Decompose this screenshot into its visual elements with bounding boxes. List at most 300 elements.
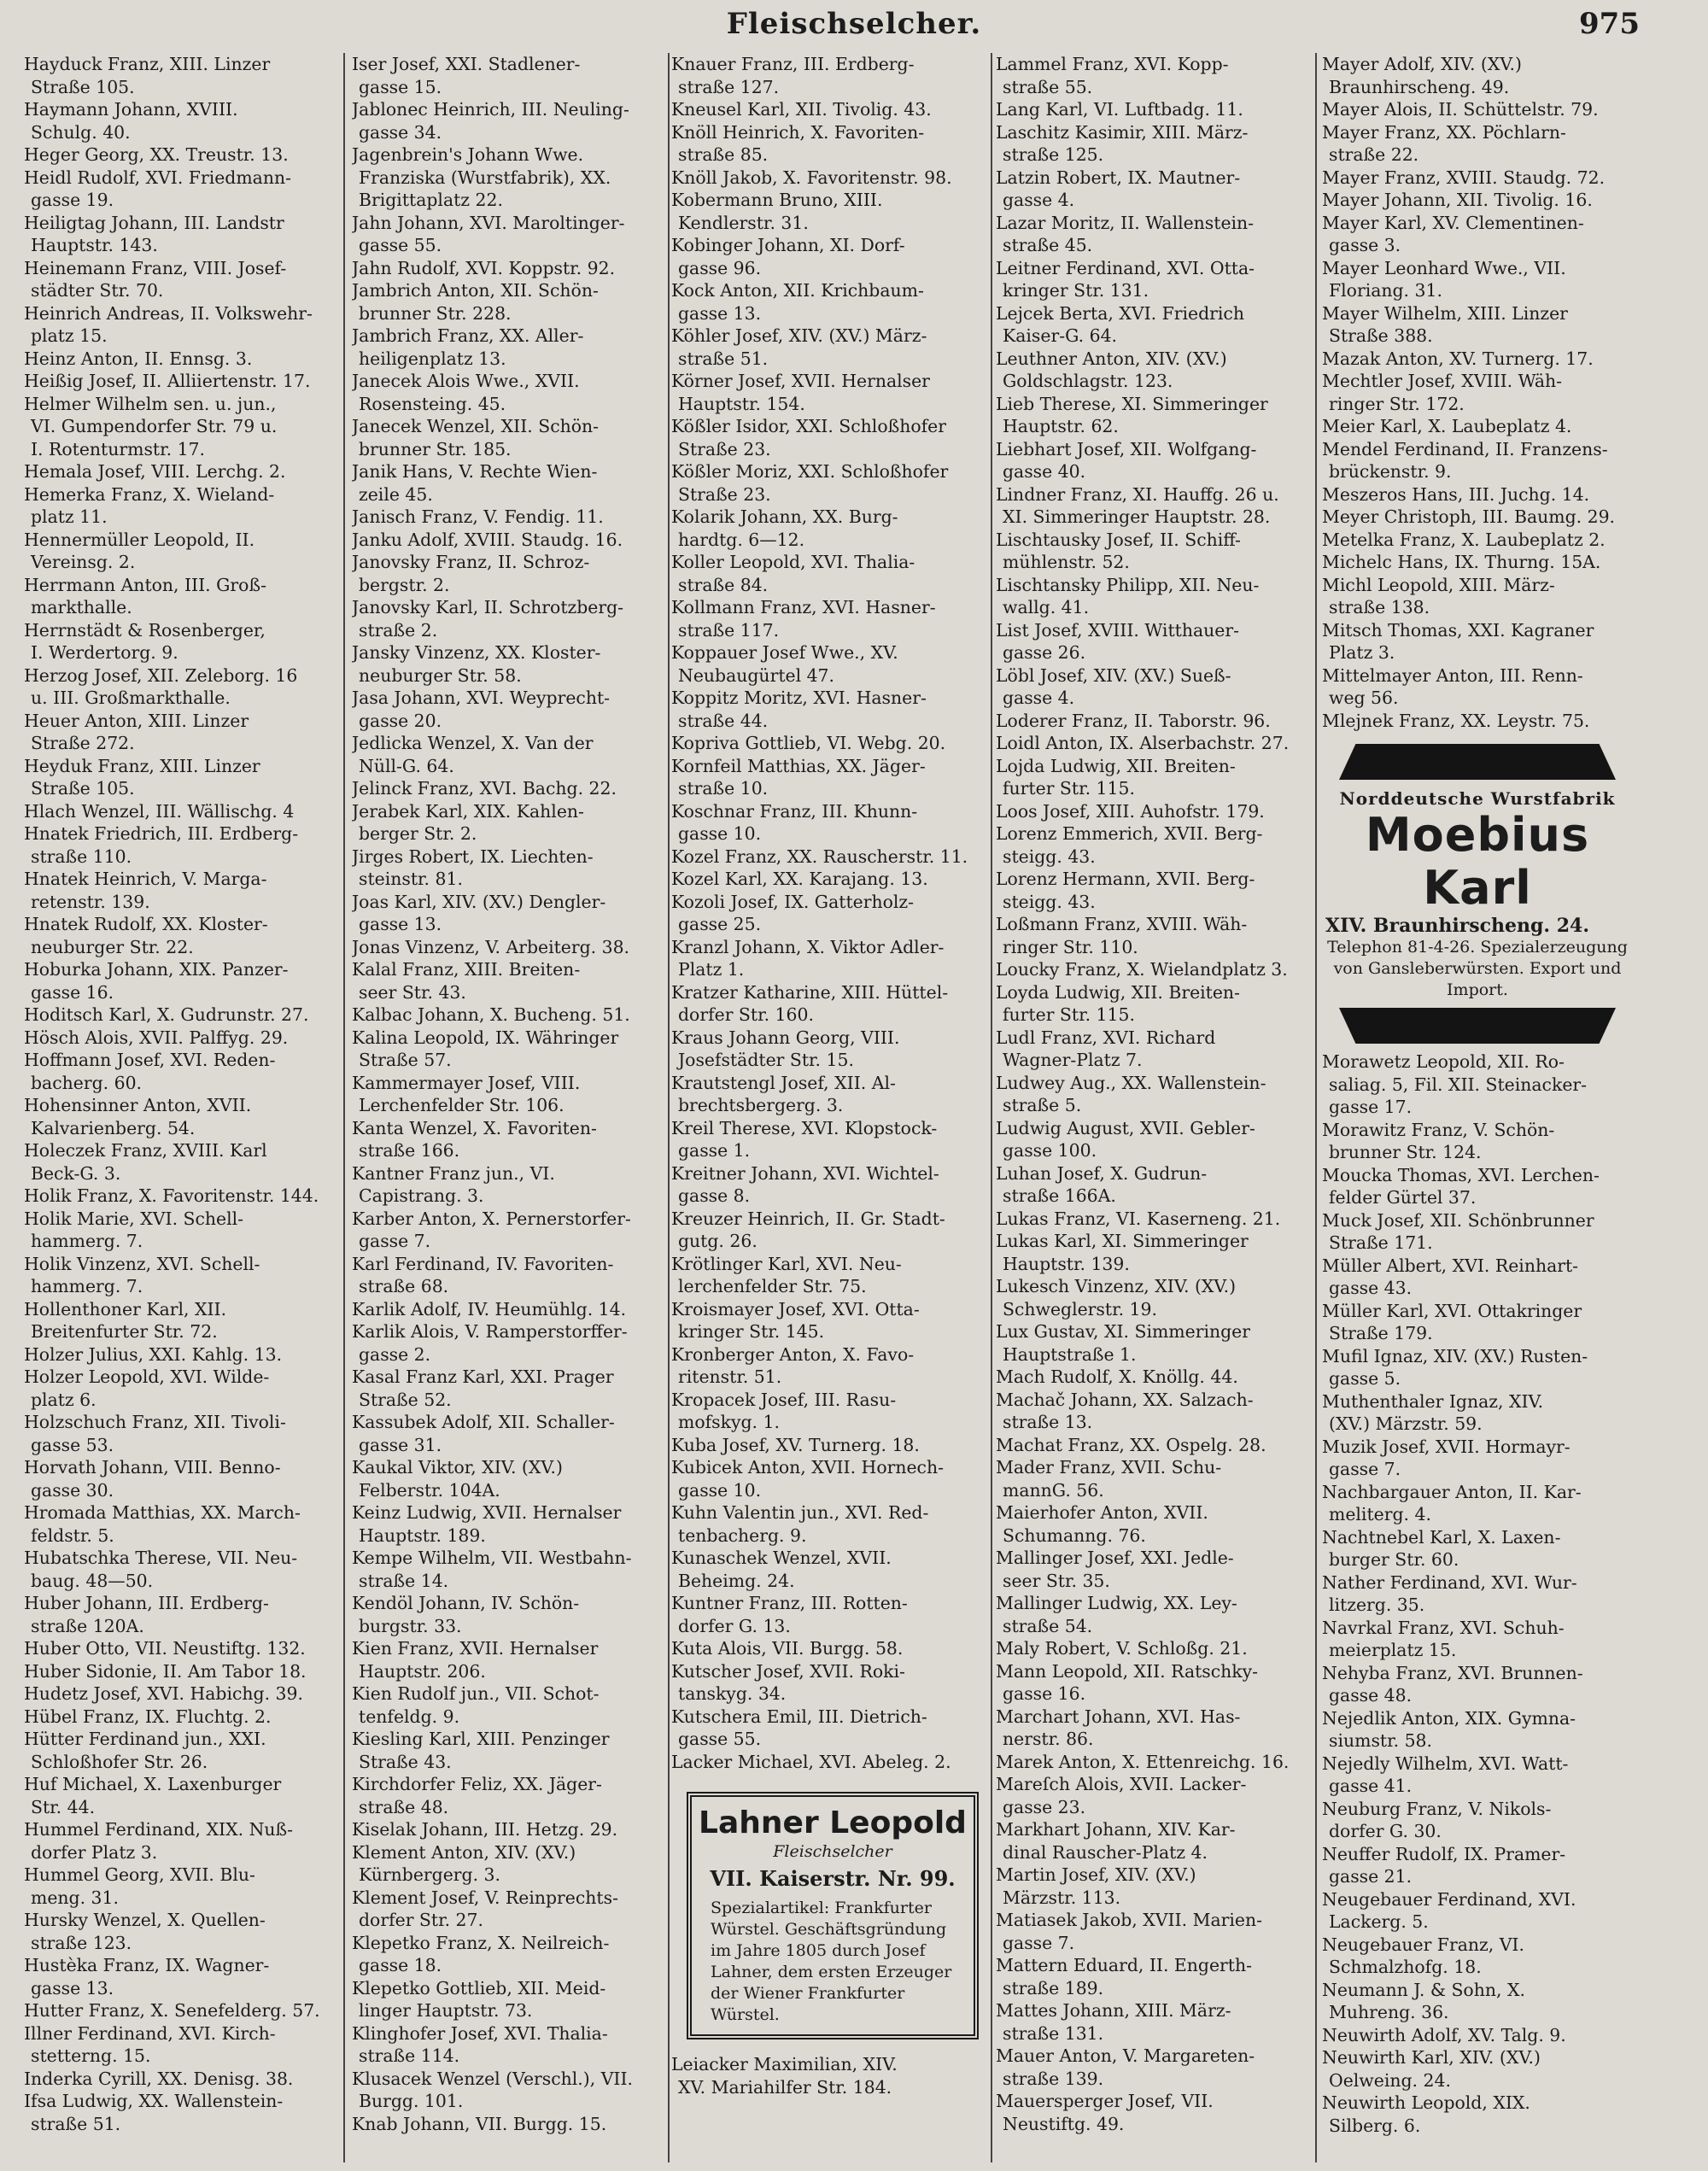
entry-name-line: Heißig Josef, II. Alliiertenstr. 17.: [24, 371, 311, 391]
entry-name-line: Illner Ferdinand, XVI. Kirch-: [24, 2022, 276, 2044]
entry-name-line: Kutscher Josef, XVII. Roki-: [671, 1660, 905, 1682]
entry-name-line: Kock Anton, XII. Krichbaum-: [671, 280, 924, 301]
directory-entry: [671, 891, 987, 936]
directory-entry: [24, 1094, 338, 1139]
entry-name-line: Neugebauer Ferdinand, XVI.: [1322, 1888, 1576, 1910]
entry-name-line: Kreuzer Heinrich, II. Gr. Stadt-: [671, 1208, 945, 1229]
entry-address-line: Straße 57.: [359, 1050, 452, 1070]
entry-address-line: gasse 100.: [1003, 1140, 1097, 1161]
entry-name-line: Hollenthoner Karl, XII.: [24, 1298, 227, 1320]
entry-address-line: retenstr. 139.: [31, 891, 150, 912]
entry-address-line: Straße 23.: [678, 483, 771, 505]
entry-name-line: Loßmann Franz, XVIII. Wäh-: [996, 914, 1248, 934]
entry-name-line: Ludwey Aug., XX. Wallenstein-: [996, 1072, 1266, 1093]
entry-name-line: Mlejnek Franz, XX. Leystr. 75.: [1322, 710, 1590, 731]
directory-entry: [1322, 1300, 1633, 1345]
directory-entry: [352, 596, 666, 641]
entry-name-line: Janik Hans, V. Rechte Wien-: [352, 461, 598, 482]
ad-text: Spezialartikel: Frankfurter Würstel. Geschäftsgründung im Jahre 1805 durch Josef Lahner, dem ersten Erzeuger der Wiener Frankfurter Würstel.: [711, 1899, 952, 2024]
directory-entry: [24, 1298, 338, 1343]
entry-address-line: Braunhirscheng. 49.: [1329, 76, 1510, 97]
entry-address-line: gasse 4.: [1003, 688, 1075, 708]
entry-name-line: Mauersperger Josef, VII.: [996, 2091, 1214, 2111]
advertisement-moebius: [1322, 744, 1633, 1044]
entry-name-line: Muthenthaler Ignaz, XIV.: [1322, 1390, 1544, 1412]
entry-address-line: neuburger Str. 58.: [359, 664, 522, 686]
entry-name-line: Nachbargauer Anton, II. Kar-: [1322, 1481, 1582, 1502]
entry-address-line: I. Rotenturmstr. 17.: [31, 438, 206, 459]
entry-name-line: Heiligtag Johann, III. Landstr: [24, 212, 284, 233]
entry-address-line: Franziska (Wurstfabrik), XX.: [359, 167, 611, 188]
entry-address-line: brunner Str. 228.: [359, 302, 512, 324]
entry-name-line: Mann Leopold, XII. Ratschky-: [996, 1660, 1259, 1682]
directory-entry: [1322, 1209, 1633, 1255]
entry-name-line: Holeczek Franz, XVIII. Karl: [24, 1140, 267, 1161]
directory-entry: [352, 846, 666, 891]
directory-entry: [24, 755, 338, 800]
entry-name-line: Heinz Anton, II. Ennsg. 3.: [24, 348, 253, 369]
entry-address-line: Beheimg. 24.: [678, 1570, 795, 1591]
directory-entry: [671, 1434, 987, 1457]
entry-address-line: gasse 7.: [359, 1231, 431, 1251]
entry-name-line: Loos Josef, XIII. Auhofstr. 179.: [996, 800, 1265, 822]
entry-name-line: Lieb Therese, XI. Simmeringer: [996, 393, 1268, 414]
directory-entry: [996, 1751, 1312, 1774]
directory-entry: [1322, 53, 1633, 98]
directory-entry: [24, 1366, 338, 1411]
entry-address-line: Floriang. 31.: [1329, 280, 1442, 301]
directory-entry: [1322, 2024, 1633, 2047]
entry-name-line: Jagenbrein's Johann Wwe.: [352, 144, 584, 165]
entry-address-line: straße 14.: [359, 1570, 449, 1591]
directory-entry: [352, 1637, 666, 1682]
directory-entry: [671, 234, 987, 279]
entry-address-line: gasse 13.: [31, 1977, 114, 1998]
directory-entry: [1322, 551, 1633, 574]
entry-name-line: Huber Otto, VII. Neustiftg. 132.: [24, 1638, 306, 1659]
entry-address-line: Josefstädter Str. 15.: [678, 1050, 854, 1070]
directory-entry: [671, 800, 987, 846]
directory-entry: [671, 1456, 987, 1501]
entry-address-line: straße 2.: [359, 619, 438, 641]
directory-entry: [1322, 1050, 1633, 1119]
directory-entry: [671, 167, 987, 190]
directory-entry: [1322, 302, 1633, 348]
directory-entry: [996, 2045, 1312, 2090]
entry-name-line: Heger Georg, XX. Treustr. 13.: [24, 144, 289, 165]
directory-entry: [352, 2113, 666, 2136]
directory-entry: [996, 1547, 1312, 1592]
entry-name-line: Kiselak Johann, III. Hetzg. 29.: [352, 1819, 618, 1840]
entry-address-line: Kürnbergerg. 3.: [359, 1864, 501, 1885]
column-divider: [991, 53, 992, 2162]
entry-name-line: Hayduck Franz, XIII. Linzer: [24, 54, 271, 74]
entry-address-line: platz 15.: [31, 325, 108, 346]
entry-name-line: Kroismayer Josef, XVI. Otta-: [671, 1298, 920, 1320]
entry-name-line: Loderer Franz, II. Taborstr. 96.: [996, 710, 1271, 731]
entry-name-line: Kobermann Bruno, XIII.: [671, 190, 883, 210]
entry-name-line: Ludwig August, XVII. Gebler-: [996, 1117, 1255, 1138]
directory-entry: [671, 732, 987, 755]
entry-address-line: Straße 272.: [31, 733, 135, 753]
directory-entry: [996, 574, 1312, 619]
entry-address-line: Hauptstr. 154.: [678, 393, 805, 414]
entry-address-line: Märzstr. 113.: [1003, 1887, 1121, 1908]
entry-address-line: gasse 43.: [1329, 1278, 1413, 1298]
entry-name-line: Hemala Josef, VIII. Lerchg. 2.: [24, 461, 286, 482]
entry-name-line: Lazar Moritz, II. Wallenstein-: [996, 212, 1255, 233]
entry-name-line: Kornfeil Matthias, XX. Jäger-: [671, 755, 926, 776]
entry-address-line: feldstr. 5.: [31, 1524, 114, 1546]
entry-name-line: Haymann Johann, XVIII.: [24, 99, 238, 120]
entry-address-line: linger Hauptstr. 73.: [359, 2000, 533, 2021]
entry-name-line: Jansky Vinzenz, XX. Kloster-: [352, 642, 601, 663]
entry-address-line: Straße 179.: [1329, 1323, 1433, 1343]
entry-name-line: Herrnstädt & Rosenberger,: [24, 619, 266, 641]
entry-address-line: Kalvarienberg. 54.: [31, 1117, 196, 1138]
entry-name-line: Mareſch Alois, XVII. Lacker-: [996, 1774, 1247, 1794]
entry-name-line: Kraus Johann Georg, VIII.: [671, 1027, 900, 1048]
entry-name-line: Karber Anton, X. Pernerstorfer-: [352, 1208, 631, 1229]
entry-address-line: Straße 105.: [31, 76, 135, 97]
directory-entry: [996, 393, 1312, 438]
entry-address-line: gasse 5.: [1329, 1368, 1401, 1389]
entry-name-line: Kuta Alois, VII. Burgg. 58.: [671, 1638, 904, 1659]
entry-name-line: Luhan Josef, X. Gudrun-: [996, 1162, 1208, 1184]
entry-name-line: Nachtnebel Karl, X. Laxen-: [1322, 1526, 1561, 1548]
entry-name-line: Hnatek Heinrich, V. Marga-: [24, 869, 267, 889]
entry-address-line: gasse 41.: [1329, 1776, 1413, 1796]
entry-address-line: markthalle.: [31, 597, 132, 617]
entry-name-line: Mufil Ignaz, XIV. (XV.) Rusten-: [1322, 1345, 1588, 1366]
entry-name-line: Hursky Wenzel, X. Quellen-: [24, 1910, 266, 1930]
ad-address: XIV. Braunhirscheng. 24.: [1325, 915, 1590, 937]
directory-entry: [24, 302, 338, 348]
entry-address-line: straße 166A.: [1003, 1185, 1116, 1206]
directory-entry: [1322, 212, 1633, 257]
directory-entry: [996, 98, 1312, 121]
entry-name-line: Kneusel Karl, XII. Tivolig. 43.: [671, 99, 932, 120]
entry-address-line: gasse 4.: [1003, 190, 1075, 210]
entry-address-line: wallg. 41.: [1003, 597, 1090, 617]
entry-address-line: städter Str. 70.: [31, 280, 164, 301]
directory-entry: [1322, 483, 1633, 506]
directory-entry: [671, 1027, 987, 1072]
directory-entry: [996, 2090, 1312, 2135]
entry-address-line: Oelweing. 24.: [1329, 2069, 1451, 2091]
entry-name-line: Lindner Franz, XI. Hauffg. 26 u.: [996, 483, 1279, 505]
directory-entry: [352, 143, 666, 212]
directory-entry: [24, 1864, 338, 1909]
entry-address-line: hardtg. 6—12.: [678, 529, 805, 550]
directory-entry: [24, 1456, 338, 1501]
directory-entry: [352, 1004, 666, 1027]
entry-name-line: Moucka Thomas, XVI. Lerchen-: [1322, 1164, 1600, 1185]
entry-address-line: Platz 3.: [1329, 642, 1395, 663]
directory-entry: [671, 596, 987, 641]
ad-trade: Fleischselcher: [773, 1842, 892, 1861]
entry-name-line: Holik Vinzenz, XVI. Schell-: [24, 1253, 260, 1274]
entry-address-line: zeile 45.: [359, 483, 433, 505]
entry-address-line: gasse 40.: [1003, 461, 1086, 482]
directory-entry: [671, 1343, 987, 1389]
entry-address-line: straße 120A.: [31, 1615, 144, 1636]
directory-entry: [996, 1320, 1312, 1366]
entry-name-line: Kammermayer Josef, VIII.: [352, 1072, 581, 1093]
entry-name-line: Klepetko Franz, X. Neilreich-: [352, 1932, 610, 1953]
entry-address-line: gasse 7.: [1329, 1459, 1401, 1479]
entry-name-line: Janovsky Franz, II. Schroz-: [352, 552, 590, 572]
column-divider: [343, 53, 345, 2162]
entry-address-line: Hauptstr. 143.: [31, 235, 158, 255]
entry-name-line: Kopriva Gottlieb, VI. Webg. 20.: [671, 733, 946, 753]
directory-entry: [671, 325, 987, 370]
entry-name-line: Mallinger Ludwig, XX. Ley-: [996, 1593, 1237, 1613]
directory-entry: [1322, 348, 1633, 371]
column-3: [671, 53, 987, 2162]
entry-name-line: Lorenz Emmerich, XVII. Berg-: [996, 823, 1263, 844]
entry-address-line: gasse 55.: [678, 1729, 762, 1749]
entry-name-line: Kubicek Anton, XVII. Hornech-: [671, 1457, 945, 1478]
directory-entry: [671, 981, 987, 1027]
entry-address-line: litzerg. 35.: [1329, 1595, 1425, 1615]
entry-address-line: brunner Str. 124.: [1329, 1142, 1482, 1162]
entry-address-line: gasse 20.: [359, 710, 442, 731]
entry-name-line: Hoditsch Karl, X. Gudrunstr. 27.: [24, 1004, 309, 1025]
entry-name-line: Holzschuch Franz, XII. Tivoli-: [24, 1412, 286, 1432]
entry-address-line: hammerg. 7.: [31, 1276, 143, 1296]
entry-name-line: Krautstengl Josef, XII. Al-: [671, 1072, 896, 1093]
entry-address-line: Hauptstr. 189.: [359, 1524, 486, 1546]
entry-name-line: Michelc Hans, IX. Thurng. 15A.: [1322, 552, 1601, 572]
entry-address-line: straße 10.: [678, 778, 769, 799]
directory-entry: [352, 257, 666, 280]
entry-name-line: Janovsky Karl, II. Schrotzberg-: [352, 597, 624, 617]
directory-entry: [352, 1320, 666, 1366]
entry-name-line: Navrkal Franz, XVI. Schuh-: [1322, 1617, 1565, 1638]
entry-name-line: Heyduk Franz, XIII. Linzer: [24, 755, 260, 776]
entry-name-line: Kalbac Johann, X. Bucheng. 51.: [352, 1004, 630, 1025]
directory-entry: [24, 1773, 338, 1818]
entry-name-line: Kirchdorfer Feliz, XX. Jäger-: [352, 1774, 602, 1794]
column-2: [352, 53, 666, 2162]
directory-entry: [671, 1072, 987, 1117]
directory-entry: [352, 732, 666, 777]
directory-entry: [24, 2022, 338, 2068]
entry-name-line: Kolarik Johann, XX. Burg-: [671, 506, 898, 527]
directory-entry: [352, 958, 666, 1004]
entry-name-line: Hennermüller Leopold, II.: [24, 529, 255, 550]
directory-entry: [671, 868, 987, 891]
entry-address-line: straße 166.: [359, 1140, 460, 1161]
entry-name-line: Kreitner Johann, XVI. Wichtel-: [671, 1162, 939, 1184]
entry-name-line: Heidl Rudolf, XVI. Friedmann-: [24, 167, 291, 188]
directory-entry: [671, 53, 987, 98]
entry-name-line: Krötlinger Karl, XVI. Neu-: [671, 1253, 902, 1274]
directory-entry: [1322, 1934, 1633, 1979]
directory-entry: [352, 1456, 666, 1501]
entry-address-line: gutg. 26.: [678, 1231, 757, 1251]
entry-address-line: Beck-G. 3.: [31, 1162, 121, 1184]
directory-entry: [24, 1637, 338, 1660]
entry-address-line: Hauptstraße 1.: [1003, 1343, 1137, 1365]
directory-entry: [671, 506, 987, 551]
directory-entry: [996, 348, 1312, 393]
directory-entry: [24, 529, 338, 574]
entry-name-line: Nejedly Wilhelm, XVI. Watt-: [1322, 1753, 1569, 1774]
entry-name-line: Janecek Wenzel, XII. Schön-: [352, 416, 600, 436]
entry-name-line: Nehyba Franz, XVI. Brunnen-: [1322, 1662, 1583, 1683]
entry-address-line: Neubaugürtel 47.: [678, 664, 835, 686]
directory-entry: [671, 1660, 987, 1706]
entry-name-line: Kien Rudolf jun., VII. Schot-: [352, 1683, 600, 1704]
directory-entry: [24, 1909, 338, 1954]
entry-address-line: steigg. 43.: [1003, 846, 1096, 867]
entry-name-line: Heinemann Franz, VIII. Josef-: [24, 257, 287, 278]
entry-name-line: Loidl Anton, IX. Alserbachstr. 27.: [996, 733, 1290, 753]
page-header: [0, 0, 1708, 51]
directory-entry: [996, 1501, 1312, 1547]
entry-address-line: straße 114.: [359, 2045, 460, 2066]
entry-name-line: Janecek Alois Wwe., XVII.: [352, 371, 580, 391]
directory-entry: [996, 1434, 1312, 1457]
entry-address-line: gasse 19.: [31, 190, 114, 210]
directory-entry: [24, 348, 338, 371]
entry-name-line: Muck Josef, XII. Schönbrunner: [1322, 1209, 1594, 1231]
entry-name-line: Koller Leopold, XVI. Thalia-: [671, 552, 915, 572]
directory-entry: [996, 1456, 1312, 1501]
entry-address-line: Hauptstr. 62.: [1003, 416, 1119, 436]
entry-name-line: Lang Karl, VI. Luftbadg. 11.: [996, 99, 1243, 120]
directory-entry: [352, 506, 666, 529]
entry-name-line: Loucky Franz, X. Wielandplatz 3.: [996, 959, 1288, 980]
entry-address-line: straße 68.: [359, 1276, 449, 1296]
directory-entry: [1322, 1255, 1633, 1300]
entry-address-line: mannG. 56.: [1003, 1479, 1104, 1501]
entry-address-line: Schumanng. 76.: [1003, 1524, 1146, 1546]
entry-address-line: Wagner-Platz 7.: [1003, 1050, 1143, 1070]
entry-name-line: Klement Josef, V. Reinprechts-: [352, 1887, 618, 1908]
entry-address-line: Breitenfurter Str. 72.: [31, 1321, 218, 1342]
entry-name-line: Hlach Wenzel, III. Wällischg. 4: [24, 800, 295, 822]
entry-name-line: Mayer Johann, XII. Tivolig. 16.: [1322, 190, 1593, 210]
entry-address-line: straße 127.: [678, 76, 780, 97]
entry-name-line: Kien Franz, XVII. Hernalser: [352, 1638, 599, 1659]
entry-name-line: List Josef, XVIII. Witthauer-: [996, 619, 1239, 641]
entry-name-line: Lukas Karl, XI. Simmeringer: [996, 1231, 1249, 1251]
directory-entry: [352, 1072, 666, 1117]
entry-address-line: berger Str. 2.: [359, 823, 477, 844]
directory-entry: [352, 53, 666, 98]
entry-address-line: meliterg. 4.: [1329, 1504, 1431, 1524]
entry-name-line: Neugebauer Franz, VI.: [1322, 1934, 1524, 1955]
directory-entry: [1322, 1707, 1633, 1753]
directory-entry: [996, 1592, 1312, 1637]
directory-entry: [996, 1773, 1312, 1818]
directory-entry: [24, 2090, 338, 2135]
directory-entry: [24, 257, 338, 302]
directory-entry: [1322, 1798, 1633, 1843]
entry-name-line: Hnatek Rudolf, XX. Kloster-: [24, 914, 268, 934]
entry-address-line: neuburger Str. 22.: [31, 936, 194, 957]
directory-entry: [1322, 98, 1633, 121]
entry-address-line: ritenstr. 51.: [678, 1366, 782, 1387]
entry-address-line: dorfer G. 30.: [1329, 1821, 1442, 1841]
directory-entry: [996, 1864, 1312, 1909]
directory-entry: [24, 710, 338, 755]
entry-name-line: Kunaschek Wenzel, XVII.: [671, 1548, 892, 1568]
directory-entry: [671, 1637, 987, 1660]
entry-address-line: gasse 25.: [678, 914, 762, 934]
entry-address-line: straße 123.: [31, 1932, 132, 1953]
entry-address-line: straße 48.: [359, 1796, 449, 1817]
entry-address-line: bacherg. 60.: [31, 1072, 143, 1093]
entry-name-line: Hösch Alois, XVII. Palffyg. 29.: [24, 1027, 289, 1048]
entry-name-line: Jablonec Heinrich, III. Neuling-: [352, 99, 629, 120]
directory-entry: [24, 1660, 338, 1683]
entry-address-line: platz 6.: [31, 1389, 97, 1410]
directory-entry: [352, 1366, 666, 1411]
directory-entry: [996, 167, 1312, 212]
entry-name-line: Kiesling Karl, XIII. Penzinger: [352, 1729, 610, 1749]
entry-address-line: gasse 53.: [31, 1434, 114, 1455]
entry-address-line: u. III. Großmarkthalle.: [31, 688, 231, 708]
entry-name-line: Hromada Matthias, XX. March-: [24, 1502, 301, 1523]
entry-address-line: Kaiser-G. 64.: [1003, 325, 1118, 346]
directory-entry: [996, 438, 1312, 483]
directory-entry: [24, 460, 338, 483]
entry-address-line: Lackerg. 5.: [1329, 1911, 1429, 1932]
directory-entry: [1322, 1753, 1633, 1798]
entry-name-line: Jambrich Anton, XII. Schön-: [352, 280, 599, 301]
directory-entry: [24, 393, 338, 461]
entry-address-line: Schweglerstr. 19.: [1003, 1298, 1157, 1320]
entry-address-line: gasse 1.: [678, 1140, 751, 1161]
entry-address-line: gasse 13.: [359, 914, 442, 934]
entry-name-line: Neuwirth Adolf, XV. Talg. 9.: [1322, 2024, 1566, 2045]
directory-entry: [24, 574, 338, 619]
directory-entry: [352, 551, 666, 596]
directory-entry: [24, 1139, 338, 1185]
entry-address-line: Burgg. 101.: [359, 2091, 464, 2111]
entry-address-line: straße 5.: [1003, 1095, 1082, 1115]
entry-name-line: Jahn Rudolf, XVI. Koppstr. 92.: [352, 257, 616, 278]
entry-name-line: Michl Leopold, XIII. März-: [1322, 574, 1555, 595]
directory-entry: [1322, 1481, 1633, 1526]
entry-address-line: Neustiftg. 49.: [1003, 2113, 1125, 2134]
entry-name-line: Meier Karl, X. Laubeplatz 4.: [1322, 416, 1572, 436]
directory-entry: [352, 641, 666, 687]
entry-name-line: Lischtausky Josef, II. Schiff-: [996, 529, 1241, 550]
page-number: 975: [1579, 7, 1640, 41]
directory-entry: [671, 1298, 987, 1343]
entry-address-line: ringer Str. 110.: [1003, 936, 1138, 957]
directory-entry: [352, 460, 666, 506]
directory-entry: [352, 1411, 666, 1456]
directory-entry: [996, 483, 1312, 529]
entry-address-line: VI. Gumpendorfer Str. 79 u.: [31, 416, 278, 436]
directory-entry: [24, 212, 338, 257]
directory-entry: [996, 1999, 1312, 2045]
entry-name-line: Kanta Wenzel, X. Favoriten-: [352, 1117, 597, 1138]
directory-entry: [996, 529, 1312, 574]
directory-entry: [671, 370, 987, 415]
directory-entry: [1322, 1345, 1633, 1390]
directory-entry: [24, 98, 338, 143]
entry-name-line: Machač Johann, XX. Salzach-: [996, 1389, 1254, 1410]
entry-address-line: saliag. 5, Fil. XII. Steinacker-: [1329, 1074, 1588, 1095]
entry-name-line: Hohensinner Anton, XVII.: [24, 1095, 252, 1115]
